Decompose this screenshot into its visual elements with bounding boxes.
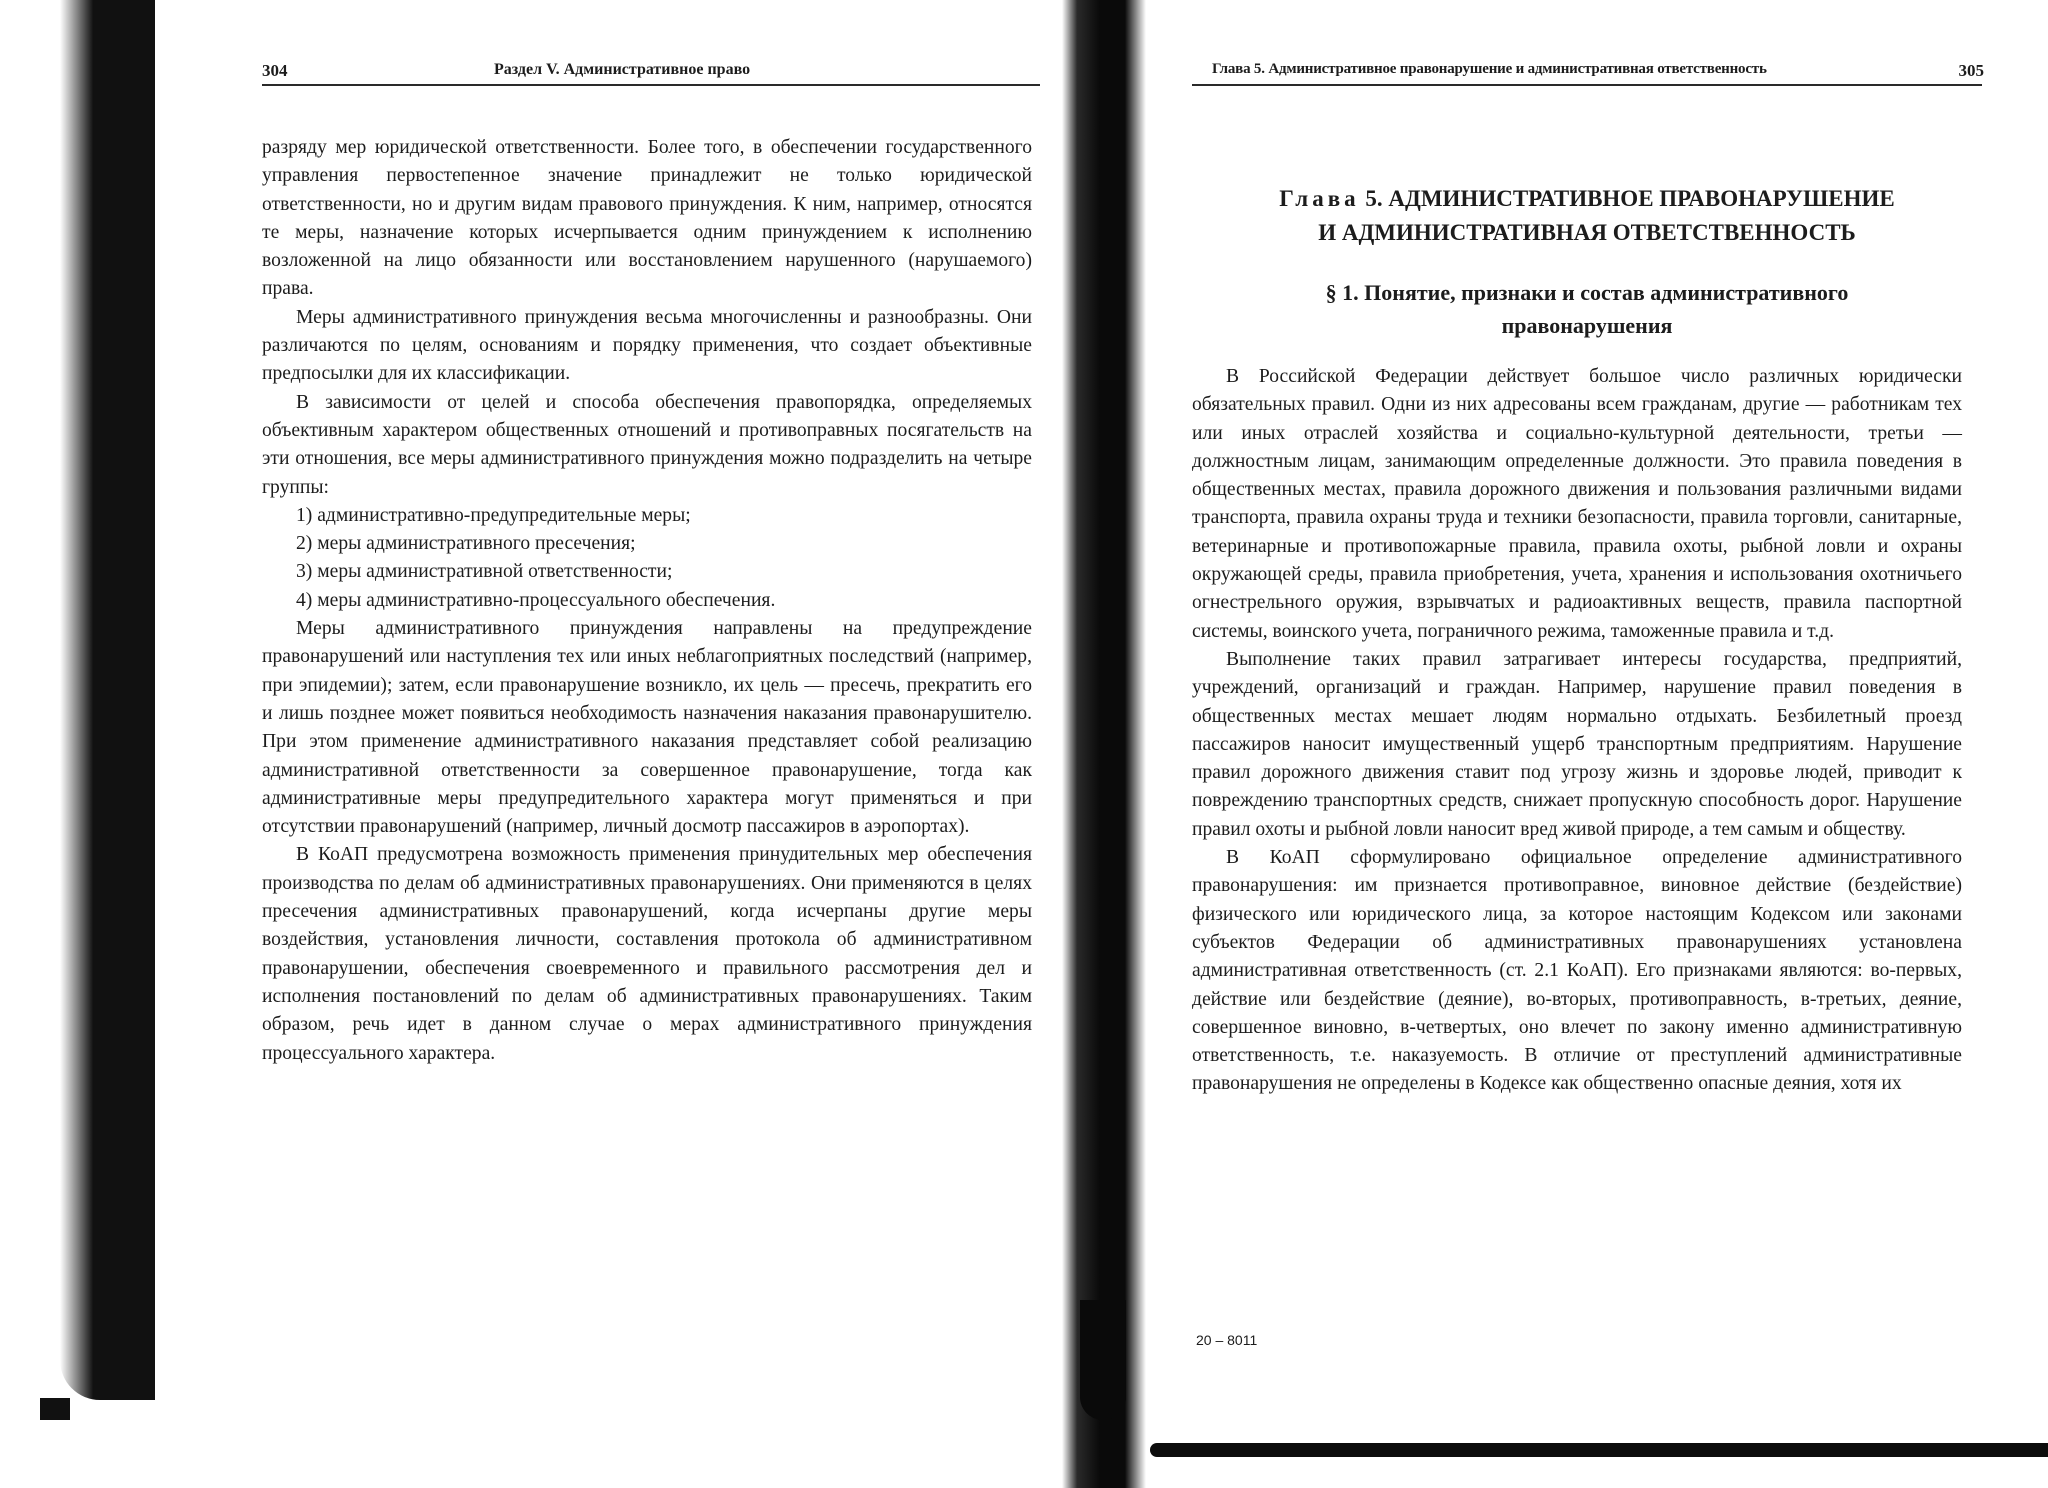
right-head-rule	[1192, 84, 1982, 86]
left-head-rule	[262, 84, 1040, 86]
section-title-line-2: правонарушения	[1501, 313, 1673, 338]
right-page	[1192, 0, 1984, 1488]
right-paragraph-1: В Российской Федерации действует большое число различных юридически обязательных правил. Одни из них адресованы всем гражданам, другие — работникам тех или иных отраслей хозяйства и социально-культурной деятельности, третьи — должностным лицам, занимающим определенные должности. Это правила поведения в общественных местах, правила дорожного движения и пользования различными видами транспорта, правила охраны труда и техники безопасности, правила торговли, санитарные, ветеринарные и противопожарные правила, правила охоты, рыбной ловли и охраны окружающей среды, правила приобретения, учета, хранения и использования охотничьего огнестрельного оружия, взрывчатых и радиоактивных веществ, правила паспортной системы, воинского учета, пограничного режима, таможенные правила и т.д.	[1192, 366, 1962, 642]
list-item: 3) меры административной ответственности;	[296, 561, 673, 583]
scan-shadow-left-top	[110, 0, 150, 90]
chapter-title-line-1	[1192, 182, 1982, 216]
chapter-title-line-2: И АДМИНИСТРАТИВНАЯ ОТВЕТСТВЕННОСТЬ	[1318, 220, 1856, 245]
list-item: 1) административно-предупредительные меры;	[296, 504, 691, 526]
left-paragraph-4: Меры административного принуждения направлены на предупреждение правонарушений или наступления тех или иных неблагоприятных последствий (например, при эпидемии); затем, если правонарушение возникло, их цель — пресечь, прекратить его и лишь позднее может появиться необходимость назначения наказания правонарушителю. При этом применение административного наказания представляет собой реализацию административной ответственности за совершенное правонарушение, тогда как административные меры предупредительного характера могут применяться и при отсутствии правонарушений (например, личный досмотр пассажиров в аэропортах).	[262, 618, 1032, 838]
right-running-title: Глава 5. Административное правонарушение и административная ответственность	[1212, 61, 1767, 77]
left-paragraph-1: разряду мер юридической ответственности. Более того, в обеспечении государственного управления первостепенное значение принадлежит не только юридической ответственности, но и другим видам правового принуждения. К ним, например, относятся те меры, назначение которых исчерпывается одним принуждением к исполнению возложенной на лицо обязанности или восстановлением нарушенного (нарушаемого) права.	[262, 137, 1032, 300]
chapter-title	[1192, 182, 1982, 250]
book-gutter	[1062, 0, 1146, 1488]
left-paragraph-5: В КоАП предусмотрена возможность применения принудительных мер обеспечения производства по делам об административных правонарушениях. Они применяются в целях пресечения административных правонарушений, когда исчерпаны другие меры воздействия, установления личности, составления протокола об административном правонарушении, обеспечения своевременного и правильного рассмотрения дел и исполнения постановлений по делам об административных правонарушениях. Таким образом, речь идет в данном случае о мерах административного принуждения процессуального характера.	[262, 844, 1032, 1064]
scan-shadow-left	[60, 0, 155, 1400]
book-gutter-tail	[1080, 1300, 1126, 1420]
chapter-label: Глава	[1279, 186, 1360, 211]
list-item: 4) меры административно-процессуального обеспечения.	[296, 589, 776, 611]
chapter-title-text: 5. АДМИНИСТРАТИВНОЕ ПРАВОНАРУШЕНИЕ	[1365, 186, 1895, 211]
left-paragraph-3: В зависимости от целей и способа обеспечения правопорядка, определяемых объективным характером общественных отношений и противоправных посягательств на эти отношения, все меры административного принуждения можно подразделить на четыре группы:	[262, 391, 1032, 498]
left-page	[262, 0, 1032, 1488]
left-page-number: 304	[262, 61, 288, 80]
right-paragraph-3: В КоАП сформулировано официальное определение административного правонарушения: им признается противоправное, виновное действие (бездействие) физического или юридического лица, за которое настоящим Кодексом или законами субъектов Федерации об административных правонарушениях установлена административная ответственность (ст. 2.1 КоАП). Его признаками являются: во-первых, действие или бездействие (деяние), во-вторых, противоправность, в-третьих, деяние, совершенное виновно, в-четвертых, оно влечет по закону именно административную ответственность, т.е. наказуемость. В отличие от преступлений административные правонарушения не определены в Кодексе как общественно опасные деяния, хотя их	[1192, 847, 1962, 1095]
right-running-head	[1192, 58, 1984, 84]
scan-mark-bottom-left	[40, 1398, 70, 1420]
section-title	[1222, 276, 1952, 342]
left-body-text	[262, 134, 1032, 1068]
section-title-line-1: § 1. Понятие, признаки и состав административного	[1325, 280, 1849, 305]
left-paragraph-2: Меры административного принуждения весьма многочисленны и разнообразны. Они различаются по целям, основаниям и порядку применения, что создает объективные предпосылки для их классификации.	[262, 306, 1032, 385]
left-running-head	[262, 58, 1032, 84]
printer-signature: 20 – 8011	[1196, 1332, 1258, 1348]
list-item: 2) меры административного пресечения;	[296, 533, 636, 555]
right-paragraph-2: Выполнение таких правил затрагивает интересы государства, предприятий, учреждений, организаций и граждан. Например, нарушение правил поведения в общественных местах мешает людям нормально отдыхать. Безбилетный проезд пассажиров наносит имущественный ущерб транспортным предприятиям. Нарушение правил дорожного движения ставит под угрозу жизнь и здоровье людей, приводит к повреждению транспортных средств, снижает пропускную способность дорог. Нарушение правил охоты и рыбной ловли наносит вред живой природе, а тем самым и обществу.	[1192, 648, 1962, 840]
right-page-number: 305	[1958, 61, 1984, 80]
right-body-text	[1192, 363, 1962, 1099]
left-running-title: Раздел V. Административное право	[494, 61, 751, 78]
